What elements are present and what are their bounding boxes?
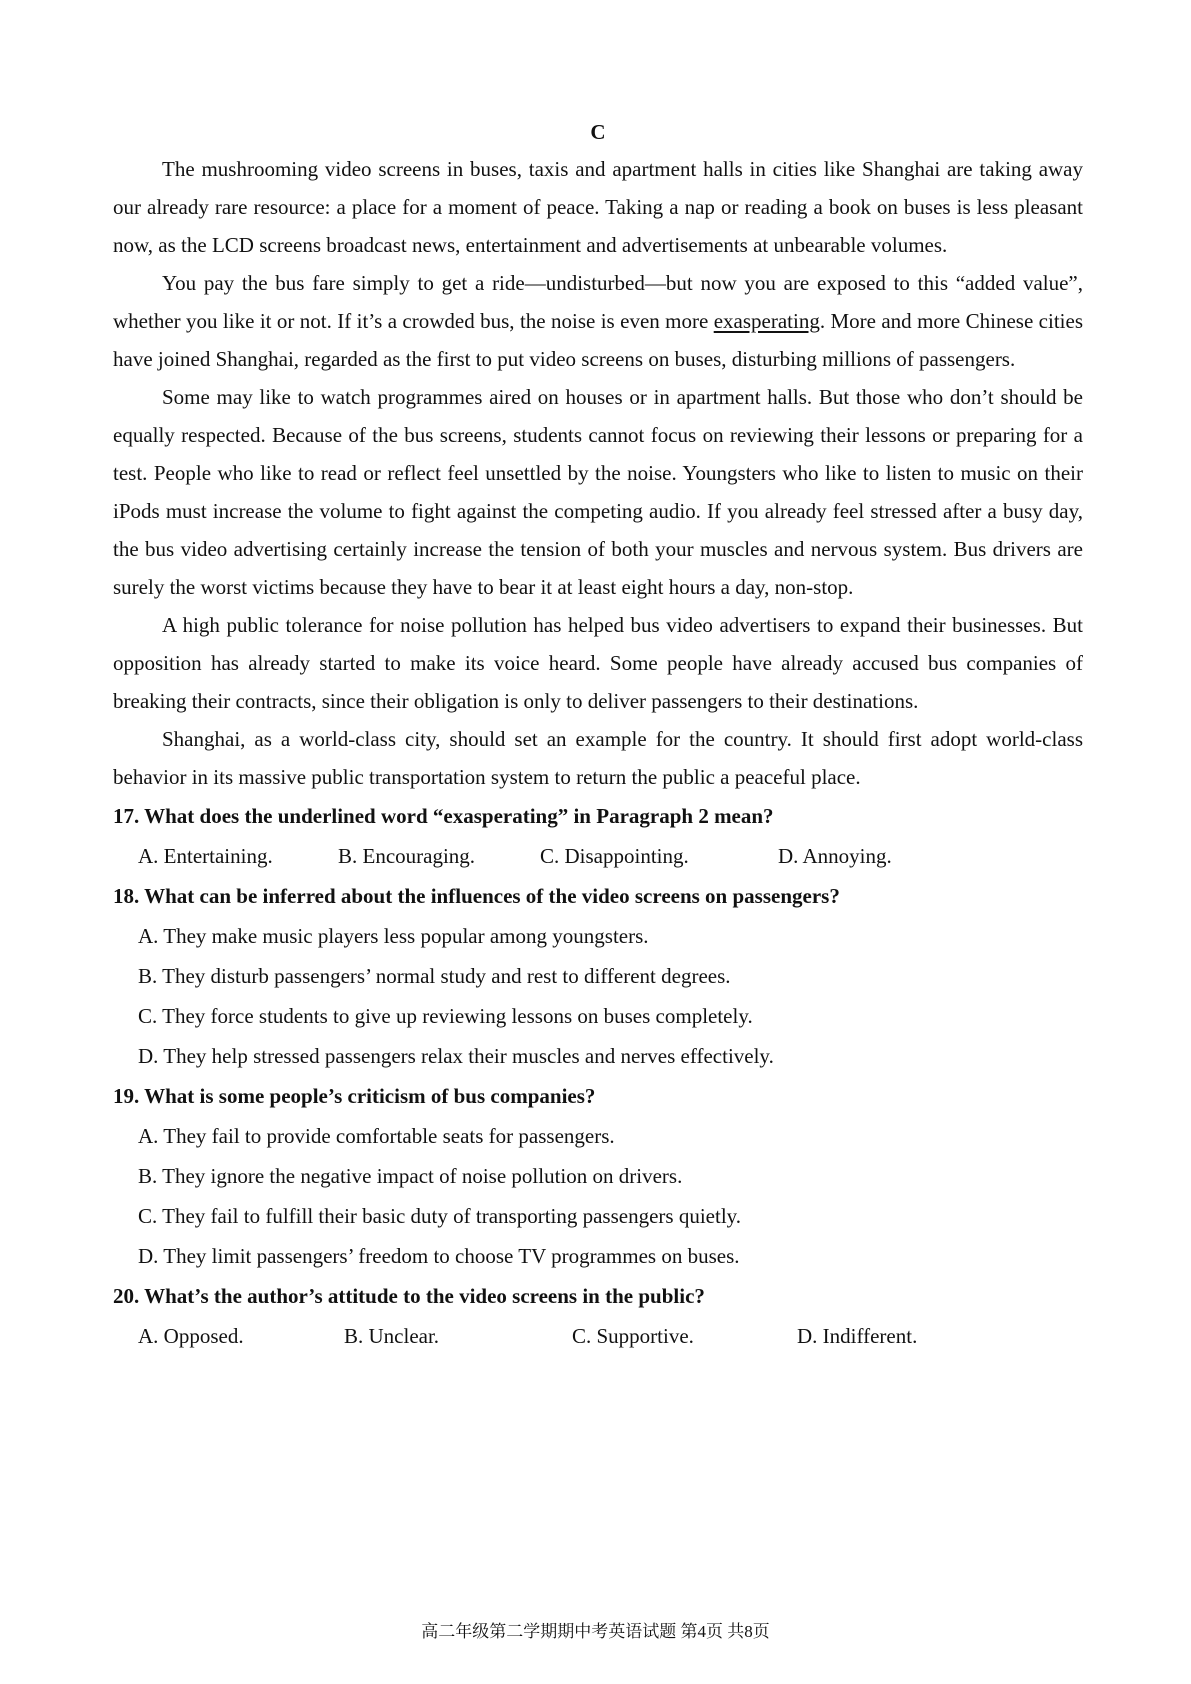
option-17-c: C. Disappointing. — [540, 844, 689, 868]
paragraph-2-text-start: You pay the bus fare simply to get a ride—undisturbed—but now you are exposed to this “added value”, whether you like it or not. If it’s a crowded bus, the noise is even more — [113, 271, 1083, 333]
option-19-d: D. They limit passengers’ freedom to choose TV programmes on buses. — [138, 1244, 740, 1268]
passage-paragraph-2 — [113, 264, 1083, 378]
option-20-d: D. Indifferent. — [797, 1324, 918, 1348]
question-20: 20. What’s the author’s attitude to the video screens in the public? — [113, 1284, 705, 1308]
exam-page — [113, 118, 1083, 1356]
option-18-b: B. They disturb passengers’ normal study and rest to different degrees. — [138, 964, 731, 988]
option-19-c: C. They fail to fulfill their basic duty of transporting passengers quietly. — [138, 1204, 742, 1228]
page-footer: 高二年级第二学期期中考英语试题 第4页 共8页 — [421, 1622, 770, 1641]
question-17-options — [113, 836, 1083, 876]
passage-paragraph-3: Some may like to watch programmes aired on houses or in apartment halls. But those who don’t should be equally respected. Because of the bus screens, students cannot focus on reviewing their lessons or preparing for a test. People who like to read or reflect feel unsettled by the noise. Youngsters who like to listen to music on their iPods must increase the volume to fight against the competing audio. If you already feel stressed after a busy day, the bus video advertising certainly increase the tension of both your muscles and nervous system. Bus drivers are surely the worst victims because they have to bear it at least eight hours a day, non-stop. — [113, 385, 1083, 599]
option-18-c: C. They force students to give up reviewing lessons on buses completely. — [138, 1004, 753, 1028]
underlined-word: exasperating — [713, 309, 820, 333]
option-19-b: B. They ignore the negative impact of noise pollution on drivers. — [138, 1164, 683, 1188]
question-17: 17. What does the underlined word “exasperating” in Paragraph 2 mean? — [113, 804, 774, 828]
question-19: 19. What is some people’s criticism of bus companies? — [113, 1084, 596, 1108]
passage-paragraph-1: The mushrooming video screens in buses, taxis and apartment halls in cities like Shanghai are taking away our already rare resource: a place for a moment of peace. Taking a nap or reading a book on buses is less pleasant now, as the LCD screens broadcast news, entertainment and advertisements at unbearable volumes. — [113, 157, 1083, 257]
question-20-options — [113, 1316, 1083, 1356]
option-19-a: A. They fail to provide comfortable seats for passengers. — [138, 1124, 615, 1148]
option-18-d: D. They help stressed passengers relax their muscles and nerves effectively. — [138, 1044, 774, 1068]
option-20-c: C. Supportive. — [572, 1324, 694, 1348]
paragraph-2-text-end: . More and more Chinese cities have joined Shanghai, regarded as the first to put video screens on buses, disturbing millions of passengers. — [113, 309, 1083, 371]
option-20-a: A. Opposed. — [138, 1324, 244, 1348]
option-18-a: A. They make music players less popular among youngsters. — [138, 924, 649, 948]
section-heading: C — [590, 120, 606, 144]
option-17-d: D. Annoying. — [778, 844, 892, 868]
question-18: 18. What can be inferred about the influences of the video screens on passengers? — [113, 884, 840, 908]
option-17-b: B. Encouraging. — [338, 844, 476, 868]
passage-paragraph-4: A high public tolerance for noise pollution has helped bus video advertisers to expand their businesses. But opposition has already started to make its voice heard. Some people have already accused bus companies of breaking their contracts, since their obligation is only to deliver passengers to their destinations. — [113, 613, 1083, 713]
option-20-b: B. Unclear. — [344, 1324, 440, 1348]
option-17-a: A. Entertaining. — [138, 844, 273, 868]
passage-paragraph-5: Shanghai, as a world-class city, should set an example for the country. It should first adopt world-class behavior in its massive public transportation system to return the public a peaceful place. — [113, 727, 1083, 789]
